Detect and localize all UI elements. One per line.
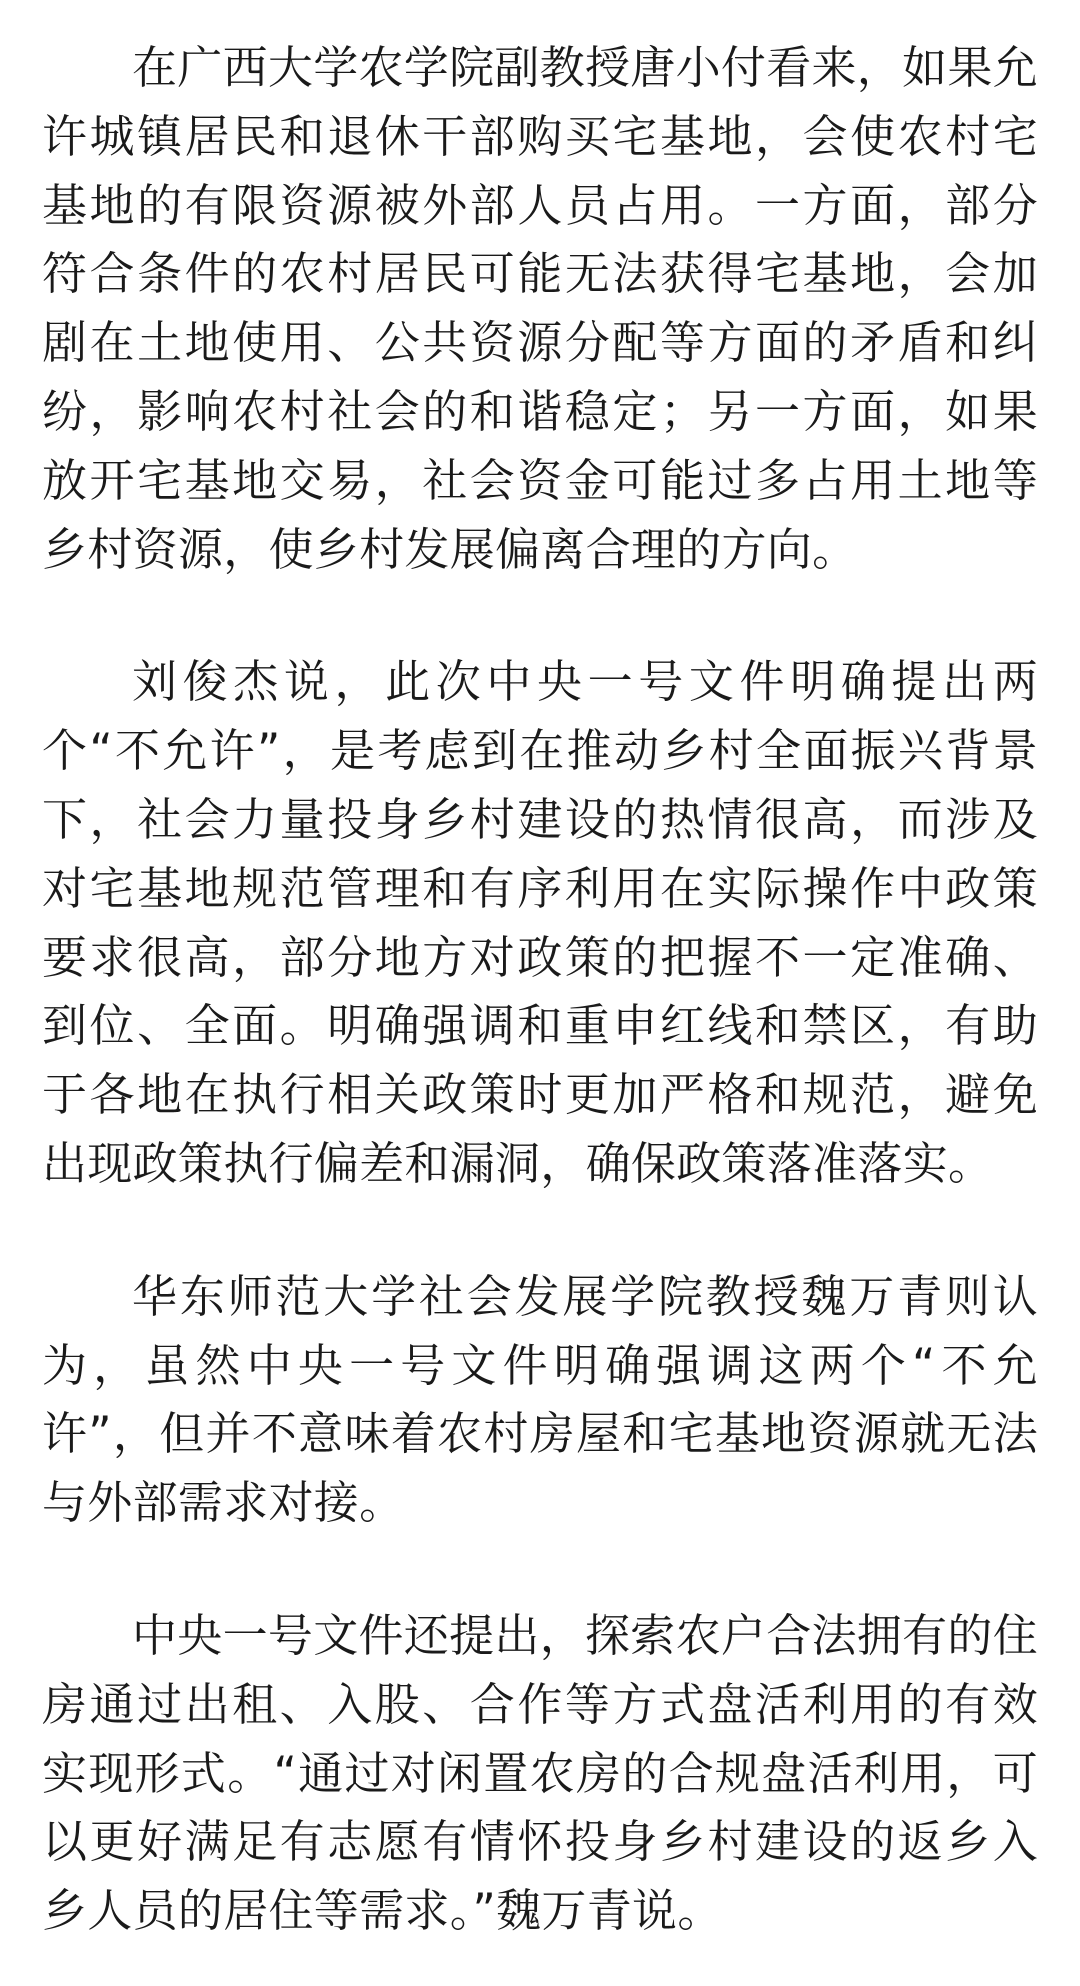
paragraph-1: 在广西大学农学院副教授唐小付看来，如果允许城镇居民和退休干部购买宅基地，会使农村宅基地的有限资源被外部人员占用。一方面，部分符合条件的农村居民可能无法获得宅基地，会加剧在土地使用、公共资源分配等方面的矛盾和纠纷，影响农村社会的和谐稳定；另一方面，如果放开宅基地交易，社会资金可能过多占用土地等乡村资源，使乡村发展偏离合理的方向。 <box>42 41 1039 576</box>
paragraph-4: 中央一号文件还提出，探索农户合法拥有的住房通过出租、入股、合作等方式盘活利用的有效实现形式。“通过对闲置农房的合规盘活利用，可以更好满足有志愿有情怀投身乡村建设的返乡入乡人员的居住等需求。”魏万青说。 <box>42 1608 1039 1938</box>
article-body <box>42 34 1038 1946</box>
paragraph-3: 华东师范大学社会发展学院教授魏万青则认为，虽然中央一号文件明确强调这两个“不允许”，但并不意味着农村房屋和宅基地资源就无法与外部需求对接。 <box>42 1269 1038 1530</box>
paragraph-2: 刘俊杰说，此次中央一号文件明确提出两个“不允许”，是考虑到在推动乡村全面振兴背景下，社会力量投身乡村建设的热情很高，而涉及对宅基地规范管理和有序利用在实际操作中政策要求很高，部分地方对政策的把握不一定准确、到位、全面。明确强调和重申红线和禁区，有助于各地在执行相关政策时更加严格和规范，避免出现政策执行偏差和漏洞，确保政策落准落实。 <box>42 655 1038 1190</box>
